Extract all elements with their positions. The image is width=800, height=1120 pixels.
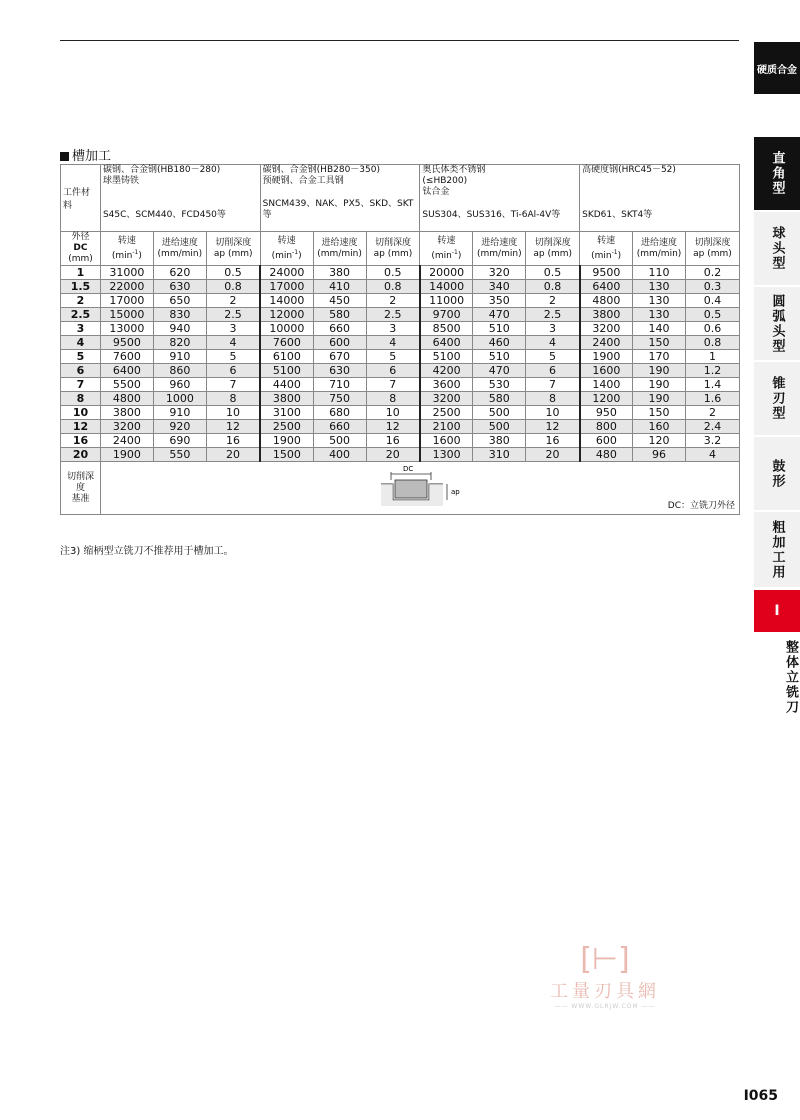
watermark	[538, 943, 672, 1010]
dc-cell: 16	[61, 434, 101, 448]
table-cell: 8	[206, 392, 260, 406]
table-cell: 1900	[260, 434, 313, 448]
section-title: 槽加工	[60, 145, 111, 164]
table-row	[61, 322, 740, 336]
dc-cell: 6	[61, 364, 101, 378]
sidebar-tab-ball[interactable]	[754, 212, 800, 286]
table-cell: 140	[633, 322, 686, 336]
table-cell: 7600	[260, 336, 313, 350]
cut-depth-diagram-cell	[100, 462, 739, 515]
table-cell: 460	[473, 336, 526, 350]
table-cell: 0.5	[206, 266, 260, 280]
sidebar-tab-roughing[interactable]	[754, 512, 800, 588]
speed-column-header: 转速 $(\min^{-1})$	[260, 232, 313, 266]
sidebar-tab-label: 粗加工用	[769, 519, 785, 580]
table-cell: 6400	[580, 280, 633, 294]
table-cell: 96	[633, 448, 686, 462]
table-cell: 550	[153, 448, 206, 462]
dc-cell: 10	[61, 406, 101, 420]
table-cell: 12000	[260, 308, 313, 322]
sidebar-tab-square[interactable]	[754, 137, 800, 211]
table-cell: 2	[526, 294, 580, 308]
table-cell: 4	[686, 448, 740, 462]
table-cell: 380	[473, 434, 526, 448]
table-cell: 0.5	[366, 266, 420, 280]
table-cell: 15000	[100, 308, 153, 322]
table-cell: 500	[473, 406, 526, 420]
depth-column-header: 切削深度 ap (mm)	[526, 232, 580, 266]
material-line: 碳钢、合金钢(HB280－350)	[262, 165, 380, 175]
table-cell: 190	[633, 364, 686, 378]
column-header-row	[61, 232, 740, 266]
dc-column-header: 外径 DC (mm)	[61, 232, 101, 266]
table-cell: 320	[473, 266, 526, 280]
table-cell: 500	[313, 434, 366, 448]
table-cell: 620	[153, 266, 206, 280]
table-cell: 150	[633, 406, 686, 420]
sidebar-tab-section-i[interactable]	[754, 590, 800, 632]
feed-column-header: 进给速度 (mm/min)	[633, 232, 686, 266]
table-cell: 16	[366, 434, 420, 448]
page-number: I065	[743, 1088, 778, 1104]
table-cell: 470	[473, 364, 526, 378]
table-cell: 1	[686, 350, 740, 364]
material-line: 高硬度钢(HRC45－52)	[582, 165, 676, 175]
table-cell: 1600	[420, 434, 473, 448]
table-cell: 12	[206, 420, 260, 434]
table-cell: 31000	[100, 266, 153, 280]
table-row	[61, 420, 740, 434]
table-cell: 2.5	[366, 308, 420, 322]
sidebar-tab-label: 鼓形	[769, 458, 785, 489]
depth-column-header: 切削深度 ap (mm)	[686, 232, 740, 266]
table-cell: 0.5	[526, 266, 580, 280]
table-cell: 1300	[420, 448, 473, 462]
table-cell: 1.6	[686, 392, 740, 406]
table-cell: 5100	[420, 350, 473, 364]
table-cell: 2400	[100, 434, 153, 448]
table-cell: 16	[526, 434, 580, 448]
table-cell: 0.8	[686, 336, 740, 350]
table-cell: 14000	[420, 280, 473, 294]
top-rule	[60, 40, 739, 41]
square-bullet-icon	[60, 152, 69, 161]
sidebar-tab-label: I	[774, 603, 780, 619]
table-cell: 0.2	[686, 266, 740, 280]
table-cell: 2500	[260, 420, 313, 434]
material-line: 碳钢、合金钢(HB180－280)	[102, 165, 221, 175]
table-cell: 0.3	[686, 280, 740, 294]
depth-column-header: 切削深度 ap (mm)	[206, 232, 260, 266]
sidebar-tab-taper[interactable]	[754, 362, 800, 436]
table-cell: 3100	[260, 406, 313, 420]
table-cell: 920	[153, 420, 206, 434]
table-cell: 22000	[100, 280, 153, 294]
table-cell: 800	[580, 420, 633, 434]
material-line: 钛合金	[422, 187, 450, 197]
table-cell: 630	[313, 364, 366, 378]
cutting-conditions-table	[60, 164, 740, 515]
table-cell: 470	[473, 308, 526, 322]
table-cell: 660	[313, 420, 366, 434]
table-cell: 20	[366, 448, 420, 462]
table-cell: 690	[153, 434, 206, 448]
table-cell: 2.4	[686, 420, 740, 434]
table-cell: 530	[473, 378, 526, 392]
table-row	[61, 392, 740, 406]
table-cell: 120	[633, 434, 686, 448]
dc-cell: 1	[61, 266, 101, 280]
feed-column-header: 进给速度 (mm/min)	[473, 232, 526, 266]
dc-cell: 2.5	[61, 308, 101, 322]
table-row	[61, 266, 740, 280]
table-cell: 3200	[580, 322, 633, 336]
table-cell: 150	[633, 336, 686, 350]
table-cell: 670	[313, 350, 366, 364]
material-line: 预硬钢、合金工具钢	[262, 176, 344, 186]
table-cell: 3.2	[686, 434, 740, 448]
material-grades: SUS304、SUS316、Ti-6Al-4V等	[422, 210, 561, 220]
table-cell: 910	[153, 350, 206, 364]
table-cell: 170	[633, 350, 686, 364]
dc-dimension-label: DC	[402, 465, 414, 473]
table-cell: 3800	[100, 406, 153, 420]
workpiece-label: 工件材料	[61, 165, 101, 232]
table-cell: 500	[473, 420, 526, 434]
table-row	[61, 406, 740, 420]
table-cell: 9500	[580, 266, 633, 280]
table-cell: 630	[153, 280, 206, 294]
table-row	[61, 350, 740, 364]
table-cell: 680	[313, 406, 366, 420]
table-cell: 3	[366, 322, 420, 336]
table-cell: 6	[366, 364, 420, 378]
table-cell: 750	[313, 392, 366, 406]
feed-column-header: 进给速度 (mm/min)	[153, 232, 206, 266]
table-cell: 4800	[580, 294, 633, 308]
dc-cell: 3	[61, 322, 101, 336]
table-cell: 11000	[420, 294, 473, 308]
material-grades: S45C、SCM440、FCD450等	[102, 210, 226, 220]
table-cell: 13000	[100, 322, 153, 336]
sidebar-tab-label: 直角型	[769, 151, 785, 196]
sidebar-tab-label: 圆弧头型	[769, 293, 785, 354]
table-row	[61, 336, 740, 350]
table-cell: 12	[366, 420, 420, 434]
table-cell: 2400	[580, 336, 633, 350]
table-cell: 510	[473, 350, 526, 364]
table-cell: 2100	[420, 420, 473, 434]
table-cell: 2	[686, 406, 740, 420]
table-cell: 1900	[100, 448, 153, 462]
table-cell: 3600	[420, 378, 473, 392]
dc-cell: 12	[61, 420, 101, 434]
material-line: 奥氏体类不锈钢	[422, 165, 486, 175]
table-cell: 190	[633, 378, 686, 392]
table-cell: 20	[206, 448, 260, 462]
table-cell: 110	[633, 266, 686, 280]
speed-column-header: 转速 $(\min^{-1})$	[100, 232, 153, 266]
table-cell: 380	[313, 266, 366, 280]
table-row	[61, 364, 740, 378]
table-cell: 5100	[260, 364, 313, 378]
feed-column-header: 进给速度 (mm/min)	[313, 232, 366, 266]
sidebar-tab-carbide[interactable]	[754, 42, 800, 94]
table-cell: 860	[153, 364, 206, 378]
material-header	[420, 165, 580, 232]
table-cell: 10	[526, 406, 580, 420]
table-cell: 4800	[100, 392, 153, 406]
speed-column-header: 转速 $(\min^{-1})$	[580, 232, 633, 266]
table-cell: 0.8	[206, 280, 260, 294]
table-cell: 580	[473, 392, 526, 406]
table-cell: 6	[526, 364, 580, 378]
table-cell: 830	[153, 308, 206, 322]
table-cell: 8	[366, 392, 420, 406]
cut-depth-basis-label: 切削深度 基准	[61, 462, 101, 515]
material-line: 球墨铸铁	[102, 176, 139, 186]
sidebar-tab-barrel[interactable]	[754, 437, 800, 511]
table-cell: 4200	[420, 364, 473, 378]
table-cell: 7	[206, 378, 260, 392]
table-cell: 1500	[260, 448, 313, 462]
material-grades: SKD61、SKT4等	[582, 210, 653, 220]
table-cell: 660	[313, 322, 366, 336]
sidebar-tab-label: 球头型	[769, 226, 785, 271]
table-cell: 940	[153, 322, 206, 336]
table-cell: 0.5	[686, 308, 740, 322]
speed-column-header: 转速 $(\min^{-1})$	[420, 232, 473, 266]
table-cell: 5500	[100, 378, 153, 392]
material-header	[100, 165, 260, 232]
table-cell: 14000	[260, 294, 313, 308]
table-cell: 4400	[260, 378, 313, 392]
table-cell: 2	[206, 294, 260, 308]
table-cell: 600	[580, 434, 633, 448]
table-cell: 950	[580, 406, 633, 420]
sidebar-tab-label: 锥刃型	[769, 376, 785, 421]
table-row	[61, 308, 740, 322]
table-cell: 6	[206, 364, 260, 378]
material-header	[260, 165, 420, 232]
watermark-logo-icon: [⊢]	[580, 942, 630, 977]
table-row	[61, 280, 740, 294]
table-cell: 8	[526, 392, 580, 406]
table-cell: 3200	[420, 392, 473, 406]
table-cell: 6400	[420, 336, 473, 350]
material-grades: SNCM439、NAK、PX5、SKD、SKT等	[262, 199, 414, 220]
table-cell: 6100	[260, 350, 313, 364]
table-cell: 1900	[580, 350, 633, 364]
watermark-url: —— WWW.GLRJW.COM ——	[554, 1003, 656, 1010]
table-cell: 6400	[100, 364, 153, 378]
table-cell: 1400	[580, 378, 633, 392]
table-cell: 480	[580, 448, 633, 462]
table-cell: 3	[526, 322, 580, 336]
material-header	[580, 165, 740, 232]
table-cell: 17000	[100, 294, 153, 308]
cut-depth-basis-row	[61, 462, 740, 515]
table-cell: 190	[633, 392, 686, 406]
table-cell: 960	[153, 378, 206, 392]
table-cell: 600	[313, 336, 366, 350]
dc-cell: 8	[61, 392, 101, 406]
table-cell: 580	[313, 308, 366, 322]
table-cell: 1.2	[686, 364, 740, 378]
dc-cell: 5	[61, 350, 101, 364]
watermark-name: 工量刃具網	[550, 981, 660, 1002]
table-cell: 20000	[420, 266, 473, 280]
table-cell: 450	[313, 294, 366, 308]
depth-column-header: 切削深度 ap (mm)	[366, 232, 420, 266]
table-cell: 1.4	[686, 378, 740, 392]
table-cell: 350	[473, 294, 526, 308]
table-cell: 130	[633, 294, 686, 308]
table-cell: 24000	[260, 266, 313, 280]
table-cell: 10000	[260, 322, 313, 336]
table-cell: 2.5	[526, 308, 580, 322]
table-cell: 12	[526, 420, 580, 434]
table-cell: 2.5	[206, 308, 260, 322]
table-cell: 5	[366, 350, 420, 364]
dc-cell: 4	[61, 336, 101, 350]
table-cell: 2500	[420, 406, 473, 420]
ap-dimension-label: ap	[450, 488, 460, 496]
table-cell: 0.8	[366, 280, 420, 294]
table-cell: 130	[633, 308, 686, 322]
sidebar-section-label: 整体立铣刀	[783, 639, 798, 715]
table-cell: 7600	[100, 350, 153, 364]
table-cell: 130	[633, 280, 686, 294]
table-cell: 410	[313, 280, 366, 294]
table-row	[61, 294, 740, 308]
table-cell: 10	[206, 406, 260, 420]
table-cell: 16	[206, 434, 260, 448]
dc-cell: 7	[61, 378, 101, 392]
material-line: (≤HB200)	[422, 176, 468, 186]
table-cell: 0.4	[686, 294, 740, 308]
table-row	[61, 378, 740, 392]
table-cell: 10	[366, 406, 420, 420]
table-cell: 710	[313, 378, 366, 392]
table-cell: 9700	[420, 308, 473, 322]
table-cell: 400	[313, 448, 366, 462]
table-cell: 820	[153, 336, 206, 350]
diagram-caption: DC：立铣刀外径	[667, 501, 735, 511]
dc-cell: 20	[61, 448, 101, 462]
table-cell: 20	[526, 448, 580, 462]
table-cell: 4	[526, 336, 580, 350]
table-cell: 310	[473, 448, 526, 462]
table-cell: 1000	[153, 392, 206, 406]
table-cell: 7	[366, 378, 420, 392]
table-cell: 340	[473, 280, 526, 294]
table-cell: 910	[153, 406, 206, 420]
table-cell: 650	[153, 294, 206, 308]
table-row	[61, 434, 740, 448]
table-cell: 3200	[100, 420, 153, 434]
material-header-row	[61, 165, 740, 232]
table-cell: 7	[526, 378, 580, 392]
table-cell: 0.8	[526, 280, 580, 294]
table-cell: 9500	[100, 336, 153, 350]
table-cell: 4	[206, 336, 260, 350]
dc-cell: 1.5	[61, 280, 101, 294]
table-cell: 510	[473, 322, 526, 336]
footnote: 注3) 缩柄型立铣刀不推荐用于槽加工。	[60, 546, 234, 557]
table-cell: 17000	[260, 280, 313, 294]
table-cell: 3	[206, 322, 260, 336]
table-row	[61, 448, 740, 462]
table-cell: 4	[366, 336, 420, 350]
slot-depth-diagram	[381, 464, 481, 514]
table-cell: 2	[366, 294, 420, 308]
table-cell: 0.6	[686, 322, 740, 336]
table-cell: 1200	[580, 392, 633, 406]
dc-cell: 2	[61, 294, 101, 308]
sidebar-tab-label: 硬质合金	[757, 64, 797, 76]
table-cell: 8500	[420, 322, 473, 336]
table-cell: 1600	[580, 364, 633, 378]
table-cell: 5	[526, 350, 580, 364]
table-cell: 5	[206, 350, 260, 364]
sidebar-tab-radius[interactable]	[754, 287, 800, 361]
table-cell: 3800	[580, 308, 633, 322]
table-cell: 160	[633, 420, 686, 434]
table-cell: 3800	[260, 392, 313, 406]
